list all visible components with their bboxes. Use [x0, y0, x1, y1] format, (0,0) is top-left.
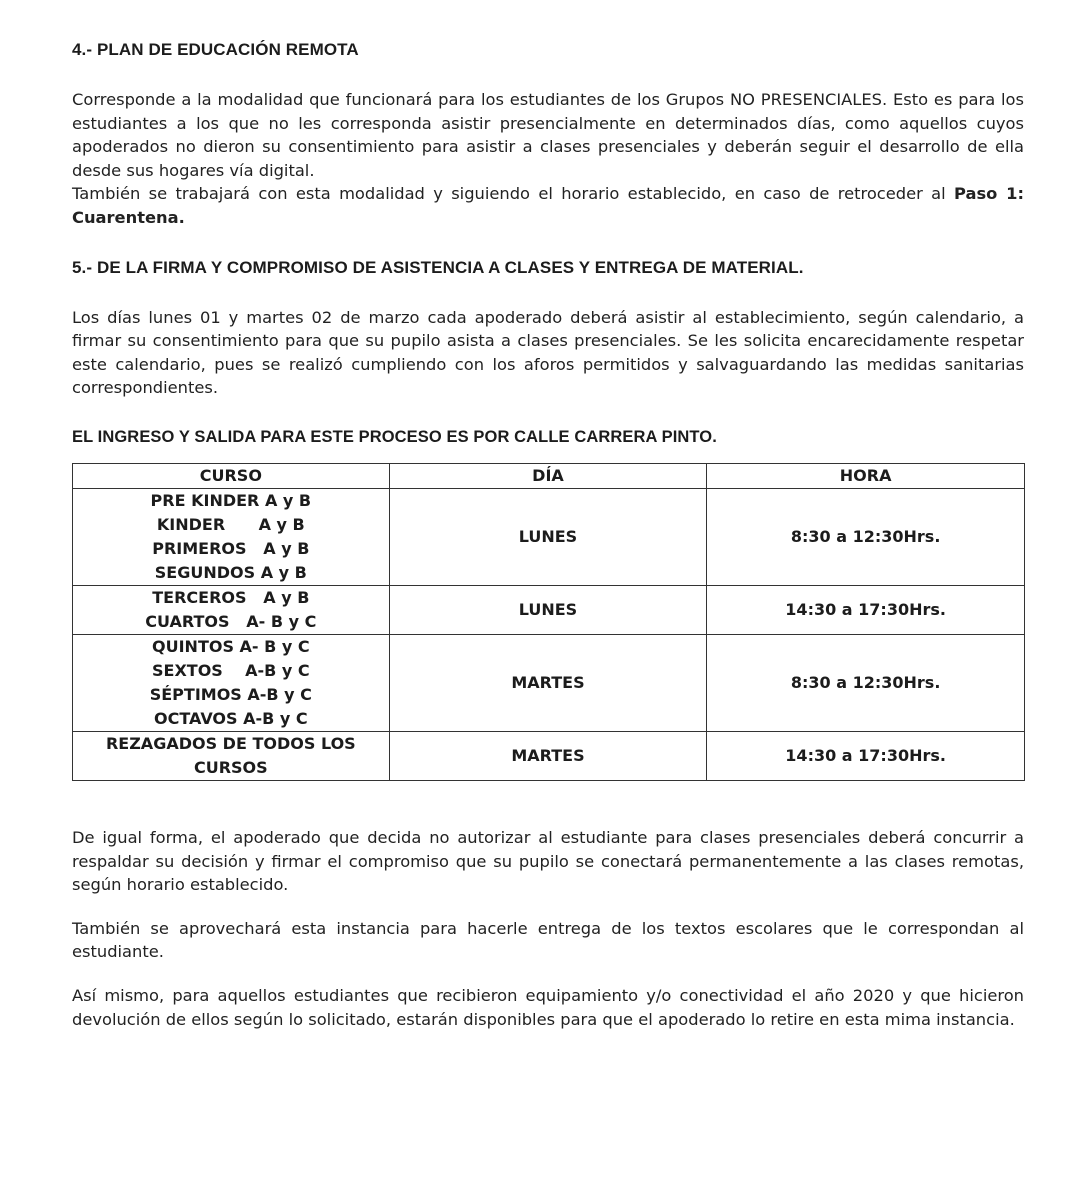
entry-notice: EL INGRESO Y SALIDA PARA ESTE PROCESO ES POR CALLE CARRERA PINTO. [72, 427, 717, 446]
cell-curso [73, 731, 390, 780]
course-name: SEXTOS A-B y C [152, 660, 310, 680]
closing-paragraph-3: Así mismo, para aquellos estudiantes que recibieron equipamiento y/o conectividad el año 2020 y que hicieron devolución de ellos según lo solicitado, estarán disponibles para que el apoderado lo retire en esta mima instancia. [72, 985, 1024, 1029]
section-5-title: 5.- DE LA FIRMA Y COMPROMISO DE ASISTENCIA A CLASES Y ENTREGA DE MATERIAL. [72, 257, 804, 277]
course-name: SÉPTIMOS A-B y C [149, 684, 312, 704]
section-4-title: 4.- PLAN DE EDUCACIÓN REMOTA [72, 40, 359, 59]
header-hora: HORA [707, 463, 1025, 488]
cell-dia: MARTES [389, 634, 707, 731]
closing-paragraph-1: De igual forma, el apoderado que decida no autorizar al estudiante para clases presenciales deberá concurrir a respaldar su decisión y firmar el compromiso que su pupilo se conectará permanentemente a las clases remotas, según horario establecido. [72, 827, 1024, 895]
course-name: KINDER A y B [156, 514, 305, 534]
course-name: SEGUNDOS A y B [154, 562, 307, 582]
section-4-paragraph: Corresponde a la modalidad que funcionará para los estudiantes de los Grupos NO PRESENCIALES. Esto es para los estudiantes a los que no les corresponda asistir presencialmente en determinados días, como aquellos cuyos apoderados no dieron su consentimiento para asistir a clases presenciales y deberán seguir el desarrollo de ella desde sus hogares vía digital. [72, 90, 1024, 180]
cell-dia: LUNES [389, 488, 707, 585]
schedule-table [72, 463, 1025, 781]
table-row [73, 634, 1025, 731]
cell-curso [73, 585, 390, 634]
closing-paragraph-2: También se aprovechará esta instancia para hacerle entrega de los textos escolares que le correspondan al estudiante. [72, 918, 1024, 962]
header-curso: CURSO [73, 463, 390, 488]
table-row [73, 731, 1025, 780]
course-name: PRE KINDER A y B [150, 490, 312, 510]
table-row [73, 585, 1025, 634]
header-dia: DÍA [389, 463, 707, 488]
document-page [72, 40, 1024, 1031]
cell-dia: MARTES [389, 731, 707, 780]
cell-hora: 8:30 a 12:30Hrs. [707, 634, 1025, 731]
course-name: CURSOS [193, 757, 268, 777]
course-name: QUINTOS A- B y C [152, 636, 310, 656]
table-row [73, 488, 1025, 585]
schedule-table-body [73, 488, 1025, 780]
cell-curso [73, 488, 390, 585]
section-4-paragraph-2-text: También se trabajará con esta modalidad y siguiendo el horario establecido, en caso de retroceder al [72, 184, 954, 204]
section-5-paragraph: Los días lunes 01 y martes 02 de marzo cada apoderado deberá asistir al establecimiento, según calendario, a firmar su consentimiento para que su pupilo asista a clases presenciales. Se les solicita encarecidamente respetar este calendario, pues se realizó cumpliendo con los aforos permitidos y salvaguardando las medidas sanitarias correspondientes. [72, 307, 1024, 398]
course-name: CUARTOS A- B y C [145, 611, 317, 631]
cell-hora: 14:30 a 17:30Hrs. [707, 731, 1025, 780]
cell-curso [73, 634, 390, 731]
section-4-paragraph-2 [72, 182, 1024, 229]
cell-dia: LUNES [389, 585, 707, 634]
table-header-row [73, 463, 1025, 488]
course-name: TERCEROS A y B [152, 587, 310, 607]
course-name: PRIMEROS A y B [152, 538, 310, 558]
cell-hora: 14:30 a 17:30Hrs. [707, 585, 1025, 634]
course-name: REZAGADOS DE TODOS LOS [105, 733, 356, 753]
section-4-paragraph-2-bold: Paso 1: Cuarentena. [72, 184, 1024, 227]
course-name: OCTAVOS A-B y C [154, 708, 308, 728]
cell-hora: 8:30 a 12:30Hrs. [707, 488, 1025, 585]
